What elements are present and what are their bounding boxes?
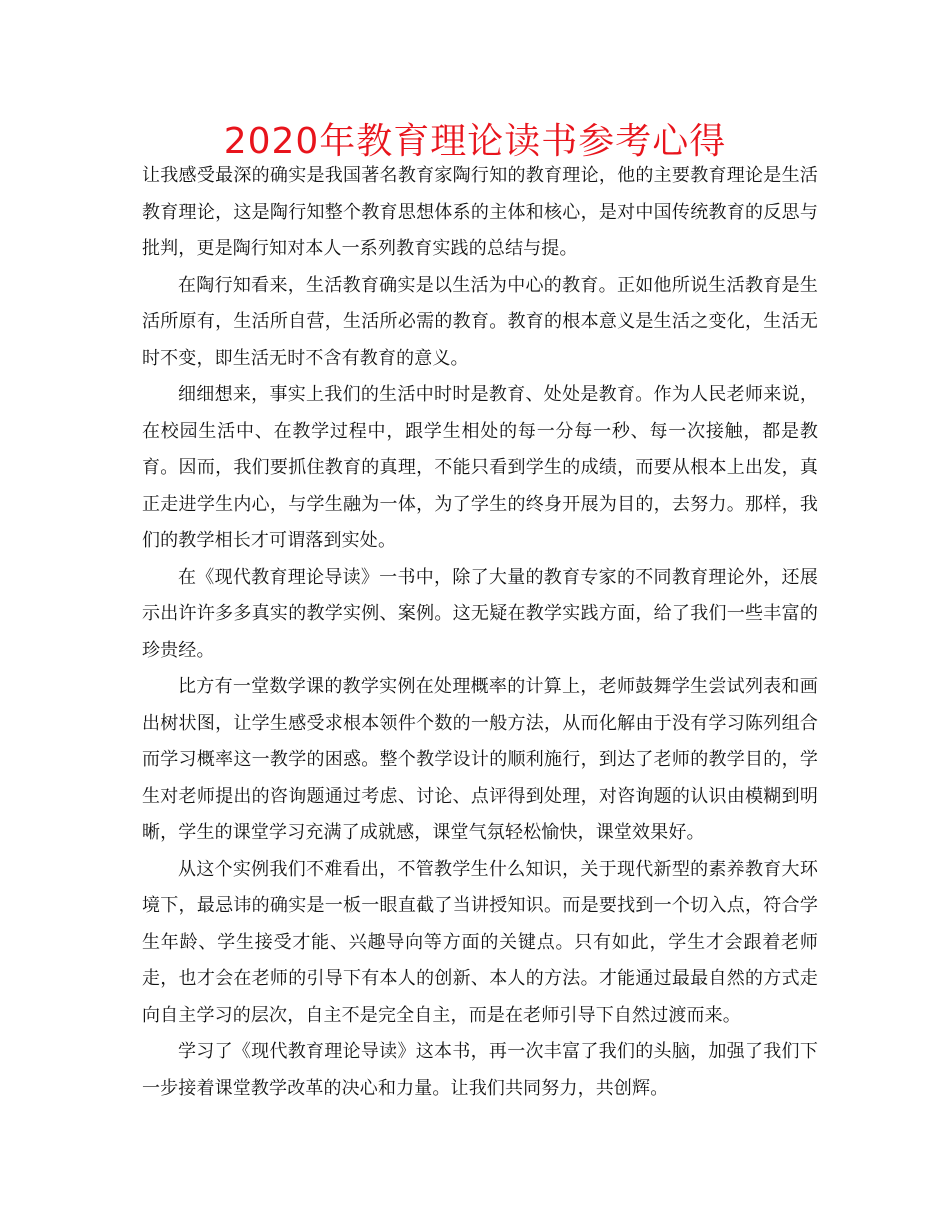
paragraph-3: 细细想来，事实上我们的生活中时时是教育、处处是教育。作为人民老师来说，在校园生活中、在教学过程中，跟学生相处的每一分每一秒、每一次接触，都是教育。因而，我们要抓住教育的真理，不能只看到学生的成绩，而要从根本上出发，真正走进学生内心，与学生融为一体，为了学生的终身开展为目的，去努力。那样，我们的教学相长才可谓落到实处。 — [142, 384, 818, 551]
paragraph-6: 从这个实例我们不难看出，不管教学生什么知识，关于现代新型的素养教育大环境下，最忌讳的确实是一板一眼直截了当讲授知识。而是要找到一个切入点，符合学生年龄、学生接受才能、兴趣导向等方面的关键点。只有如此，学生才会跟着老师走，也才会在老师的引导下有本人的创新、本人的方法。才能通过最最自然的方式走向自主学习的层次，自主不是完全自主，而是在老师引导下自然过渡而来。 — [142, 858, 818, 1026]
document-body — [142, 158, 818, 1107]
paragraph-2: 在陶行知看来，生活教育确实是以生活为中心的教育。正如他所说生活教育是生活所原有，生活所自营，生活所必需的教育。教育的根本意义是生活之变化，生活无时不变，即生活无时不含有教育的意义。 — [142, 274, 818, 369]
paragraph-7: 学习了《现代教育理论导读》这本书，再一次丰富了我们的头脑，加强了我们下一步接着课堂教学改革的决心和力量。让我们共同努力，共创辉。 — [142, 1041, 818, 1099]
document-title: 2020年教育理论读书参考心得 — [223, 121, 727, 162]
paragraph-1: 让我感受最深的确实是我国著名教育家陶行知的教育理论，他的主要教育理论是生活教育理论，这是陶行知整个教育思想体系的主体和核心，是对中国传统教育的反思与批判，更是陶行知对本人一系列教育实践的总结与提。 — [142, 165, 818, 259]
paragraph-4: 在《现代教育理论导读》一书中，除了大量的教育专家的不同教育理论外，还展示出许许多多真实的教学实例、案例。这无疑在教学实践方面，给了我们一些丰富的珍贵经。 — [142, 566, 818, 661]
paragraph-5: 比方有一堂数学课的教学实例在处理概率的计算上，老师鼓舞学生尝试列表和画出树状图，让学生感受求根本领件个数的一般方法，从而化解由于没有学习陈列组合而学习概率这一教学的困惑。整个教学设计的顺利施行，到达了老师的教学目的，学生对老师提出的咨询题通过考虑、讨论、点评得到处理，对咨询题的认识由模糊到明晰，学生的课堂学习充满了成就感，课堂气氛轻松愉快，课堂效果好。 — [142, 676, 818, 843]
